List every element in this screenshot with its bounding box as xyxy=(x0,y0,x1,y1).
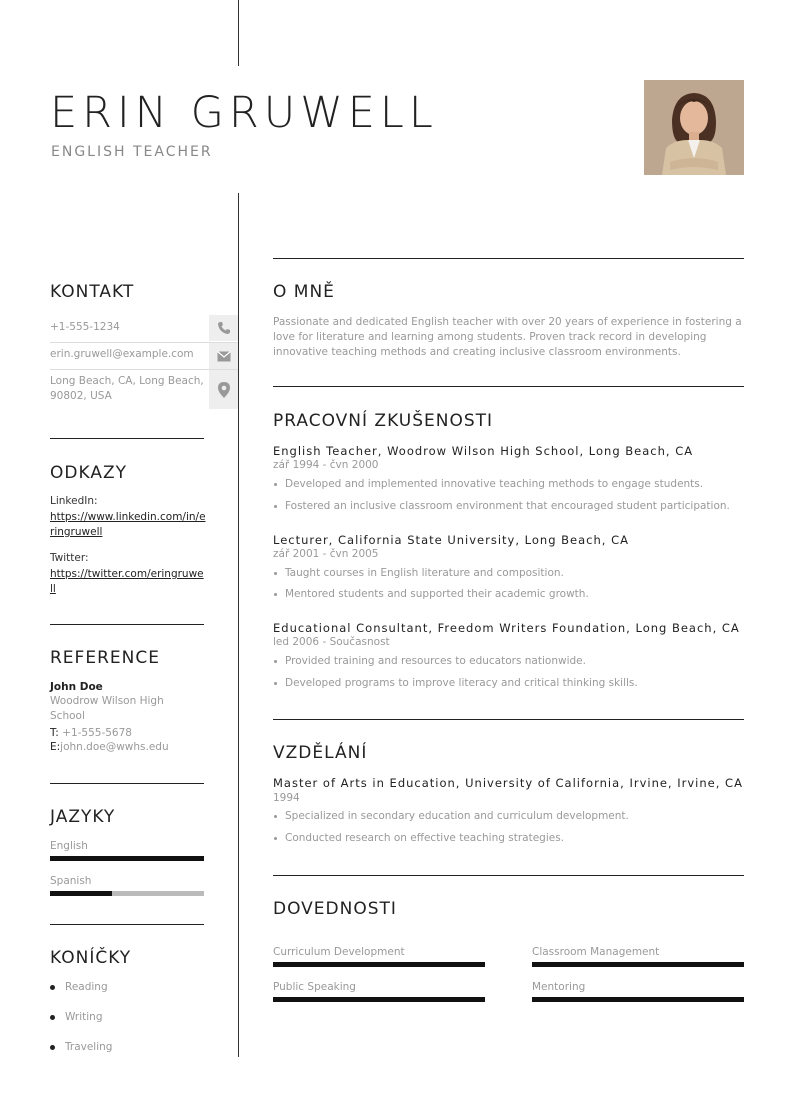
bullet-icon xyxy=(274,483,277,486)
reference-phone-value[interactable]: +1-555-5678 xyxy=(62,727,132,739)
envelope-icon xyxy=(209,343,238,369)
email-label: E: xyxy=(50,741,61,753)
about-heading: O MNĚ xyxy=(273,282,335,302)
skill-label: Public Speaking xyxy=(273,981,356,993)
section-divider xyxy=(273,875,744,876)
bullet-icon xyxy=(50,1045,55,1050)
section-divider xyxy=(50,783,204,784)
hobby-label: Traveling xyxy=(65,1041,113,1053)
job-bullet xyxy=(273,567,564,579)
reference-email xyxy=(50,740,200,755)
skill-bar xyxy=(273,962,485,967)
education-bullet-text: Conducted research on effective teaching strategies. xyxy=(285,832,565,844)
language-english-label: English xyxy=(50,840,88,852)
job-bullet xyxy=(273,478,703,490)
contact-heading: KONTAKT xyxy=(50,282,135,302)
bullet-icon xyxy=(274,660,277,663)
job-bullet-text: Mentored students and supported their academic growth. xyxy=(285,588,589,600)
job-date: led 2006 - Současnost xyxy=(273,636,390,648)
section-divider xyxy=(273,386,744,387)
job-date: zář 2001 - čvn 2005 xyxy=(273,548,379,560)
bullet-icon xyxy=(274,593,277,596)
job-title: English Teacher, Woodrow Wilson High School, Long Beach, CA xyxy=(273,444,694,458)
phone-label: T: xyxy=(50,727,59,739)
linkedin-link[interactable]: https://www.linkedin.com/in/eringruwell xyxy=(50,511,206,538)
section-divider xyxy=(50,924,204,925)
job-bullet xyxy=(273,500,730,512)
skill-label: Curriculum Development xyxy=(273,946,405,958)
about-text: Passionate and dedicated English teacher with over 20 years of experience in fostering a love for literature and learning among students. Proven track record in developing innovative teaching methods and creating inclusive classroom environments. xyxy=(273,316,742,358)
degree-year: 1994 xyxy=(273,792,300,804)
reference-heading: REFERENCE xyxy=(50,648,160,668)
bullet-icon xyxy=(274,505,277,508)
experience-heading: PRACOVNÍ ZKUŠENOSTI xyxy=(273,411,494,431)
hobby-item xyxy=(50,1041,112,1053)
job-date: zář 1994 - čvn 2000 xyxy=(273,459,379,471)
languages-heading: JAZYKY xyxy=(50,807,116,827)
section-divider xyxy=(50,624,204,625)
hobby-label: Writing xyxy=(65,1011,103,1023)
reference-email-value[interactable]: john.doe@wwhs.edu xyxy=(60,741,169,753)
language-english-bar xyxy=(50,856,204,861)
linkedin-label: LinkedIn: xyxy=(50,495,98,507)
job-title: Lecturer, California State University, Long Beach, CA xyxy=(273,533,629,547)
contact-address: Long Beach, CA, Long Beach, 90802, USA xyxy=(50,375,204,402)
section-divider xyxy=(273,719,744,720)
contact-email[interactable]: erin.gruwell@example.com xyxy=(50,348,194,360)
job-bullet-text: Developed programs to improve literacy and critical thinking skills. xyxy=(285,677,638,689)
job-bullet-text: Provided training and resources to educators nationwide. xyxy=(285,655,586,667)
portrait-illustration xyxy=(644,80,744,175)
language-spanish-label: Spanish xyxy=(50,875,92,887)
education-bullet-text: Specialized in secondary education and curriculum development. xyxy=(285,810,629,822)
skill-label: Mentoring xyxy=(532,981,586,993)
skill-bar xyxy=(532,997,744,1002)
job-bullet xyxy=(273,677,638,689)
job-bullet xyxy=(273,655,586,667)
reference-organization: Woodrow Wilson High School xyxy=(50,695,164,722)
skill-bar xyxy=(532,962,744,967)
twitter-label: Twitter: xyxy=(50,552,89,564)
reference-phone xyxy=(50,726,200,741)
hobby-label: Reading xyxy=(65,981,108,993)
education-bullet xyxy=(273,810,629,822)
skills-heading: DOVEDNOSTI xyxy=(273,899,397,919)
skill-label: Classroom Management xyxy=(532,946,660,958)
hobby-item xyxy=(50,1011,103,1023)
language-english-level xyxy=(50,856,204,861)
header-divider-line xyxy=(238,0,239,66)
phone-icon xyxy=(209,315,238,341)
bullet-icon xyxy=(274,815,277,818)
candidate-name: ERIN GRUWELL xyxy=(50,88,438,138)
location-pin-icon xyxy=(209,370,238,409)
candidate-title: ENGLISH TEACHER xyxy=(51,144,213,160)
education-heading: VZDĚLÁNÍ xyxy=(273,743,368,763)
contact-phone[interactable]: +1-555-1234 xyxy=(50,321,120,333)
reference-name: John Doe xyxy=(50,681,103,693)
degree-title: Master of Arts in Education, University of California, Irvine, Irvine, CA xyxy=(273,776,743,790)
job-bullet-text: Fostered an inclusive classroom environment that encouraged student participation. xyxy=(285,500,730,512)
bullet-icon xyxy=(274,837,277,840)
bullet-icon xyxy=(50,985,55,990)
education-bullet xyxy=(273,832,564,844)
job-title: Educational Consultant, Freedom Writers Foundation, Long Beach, CA xyxy=(273,621,740,635)
bullet-icon xyxy=(274,572,277,575)
language-spanish-bar xyxy=(50,891,204,896)
skill-bar xyxy=(273,997,485,1002)
bullet-icon xyxy=(50,1015,55,1020)
job-bullet-text: Taught courses in English literature and composition. xyxy=(285,567,564,579)
job-bullet-text: Developed and implemented innovative teaching methods to engage students. xyxy=(285,478,704,490)
hobby-item xyxy=(50,981,108,993)
hobbies-heading: KONÍČKY xyxy=(50,948,132,968)
section-divider xyxy=(273,258,744,259)
job-bullet xyxy=(273,588,589,600)
section-divider xyxy=(50,438,204,439)
profile-photo xyxy=(644,80,744,175)
twitter-link[interactable]: https://twitter.com/eringruwell xyxy=(50,568,204,595)
links-heading: ODKAZY xyxy=(50,463,127,483)
language-spanish-level xyxy=(50,891,112,896)
column-divider-line xyxy=(238,193,239,1057)
bullet-icon xyxy=(274,682,277,685)
